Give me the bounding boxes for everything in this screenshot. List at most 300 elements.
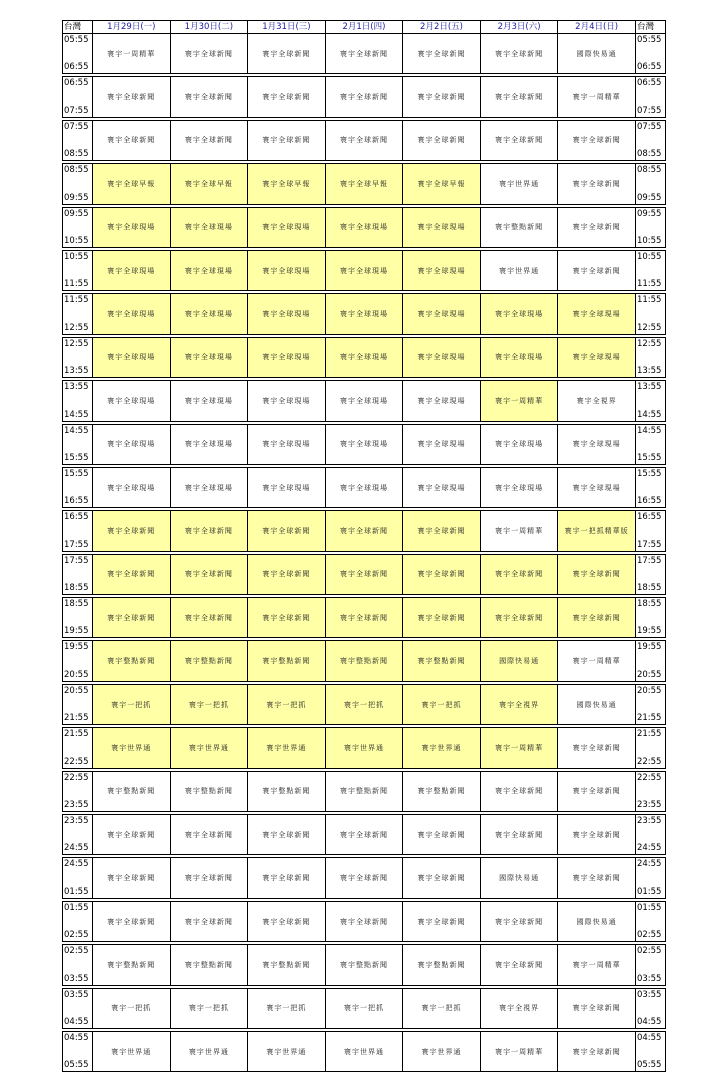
time-range (636, 511, 665, 550)
end-time: 16:55 (636, 496, 662, 507)
schedule-body (63, 34, 666, 1072)
program-cell: 寰宇全球新聞 (248, 598, 326, 638)
program-cell: 寰宇全球早報 (403, 164, 481, 204)
program-cell: 寰宇全球早報 (248, 164, 326, 204)
start-time: 17:55 (636, 555, 662, 566)
time-range (63, 772, 92, 811)
program-cell: 寰宇全球現場 (93, 207, 171, 247)
program-cell: 寰宇全球新聞 (403, 77, 481, 117)
time-cell-left (63, 858, 93, 898)
end-time: 16:55 (64, 496, 89, 507)
program-cell: 寰宇全球新聞 (93, 901, 171, 941)
end-time: 12:55 (636, 322, 662, 333)
start-time: 19:55 (64, 642, 89, 653)
program-cell: 寰宇一把抓 (170, 684, 248, 724)
time-range (636, 77, 665, 116)
time-cell-left (63, 988, 93, 1028)
time-range (636, 425, 665, 464)
time-range (63, 164, 92, 203)
start-time: 23:55 (636, 816, 662, 827)
time-range (636, 598, 665, 637)
program-cell: 寰宇一周精華 (480, 1031, 558, 1071)
program-cell: 寰宇全球現場 (325, 207, 403, 247)
time-range (63, 1032, 92, 1071)
program-cell: 寰宇全視界 (480, 684, 558, 724)
program-cell: 寰宇一周精華 (558, 641, 636, 681)
program-cell: 寰宇全球現場 (248, 467, 326, 507)
program-cell: 寰宇全球現場 (93, 337, 171, 377)
end-time: 15:55 (64, 452, 89, 463)
time-cell-left (63, 554, 93, 594)
end-time: 15:55 (636, 452, 662, 463)
schedule-row (63, 381, 666, 421)
program-cell: 寰宇全球新聞 (170, 77, 248, 117)
time-range (63, 641, 92, 680)
time-cell-left (63, 250, 93, 290)
start-time: 20:55 (64, 685, 89, 696)
program-cell: 寰宇一把抓 (93, 988, 171, 1028)
program-cell: 寰宇全球新聞 (248, 120, 326, 160)
end-time: 23:55 (636, 800, 662, 811)
end-time: 21:55 (64, 713, 89, 724)
start-time: 16:55 (636, 512, 662, 523)
end-time: 05:55 (64, 1060, 89, 1071)
end-time: 13:55 (64, 366, 89, 377)
program-cell: 寰宇全球新聞 (325, 815, 403, 855)
time-range (63, 251, 92, 290)
time-range (636, 728, 665, 767)
end-time: 07:55 (636, 105, 662, 116)
program-cell: 寰宇全球新聞 (93, 815, 171, 855)
program-cell: 寰宇全球新聞 (480, 771, 558, 811)
program-cell: 寰宇全球現場 (558, 294, 636, 334)
start-time: 09:55 (636, 208, 662, 219)
program-cell: 寰宇整點新聞 (93, 945, 171, 985)
program-cell: 寰宇全球現場 (480, 424, 558, 464)
program-cell: 寰宇全球現場 (403, 424, 481, 464)
program-cell: 寰宇全球新聞 (325, 554, 403, 594)
start-time: 12:55 (636, 338, 662, 349)
end-time: 08:55 (64, 149, 89, 160)
program-cell: 寰宇全球新聞 (480, 598, 558, 638)
start-time: 17:55 (64, 555, 89, 566)
schedule-row (63, 684, 666, 724)
program-cell: 寰宇全球新聞 (558, 207, 636, 247)
program-cell: 寰宇一把抓 (93, 684, 171, 724)
time-cell-right (635, 945, 665, 985)
program-cell: 寰宇全球新聞 (248, 858, 326, 898)
program-cell: 寰宇全視界 (558, 381, 636, 421)
program-cell: 寰宇全球新聞 (325, 34, 403, 74)
program-cell: 寰宇世界通 (248, 1031, 326, 1071)
schedule-row (63, 511, 666, 551)
time-cell-left (63, 901, 93, 941)
program-cell: 寰宇全球現場 (170, 250, 248, 290)
time-cell-right (635, 598, 665, 638)
start-time: 06:55 (636, 78, 662, 89)
schedule-row (63, 337, 666, 377)
start-time: 21:55 (64, 729, 89, 740)
time-cell-right (635, 250, 665, 290)
time-range (63, 34, 92, 73)
program-cell: 寰宇全球新聞 (170, 511, 248, 551)
schedule-row (63, 945, 666, 985)
start-time: 11:55 (636, 295, 662, 306)
schedule-row (63, 641, 666, 681)
schedule-row (63, 164, 666, 204)
program-cell: 寰宇全球現場 (325, 337, 403, 377)
time-cell-left (63, 641, 93, 681)
time-cell-right (635, 77, 665, 117)
program-cell: 寰宇世界通 (480, 250, 558, 290)
program-cell: 寰宇全球現場 (558, 424, 636, 464)
program-cell: 寰宇世界通 (93, 728, 171, 768)
program-cell: 寰宇全球現場 (93, 424, 171, 464)
end-time: 10:55 (64, 235, 89, 246)
time-range (636, 121, 665, 160)
start-time: 14:55 (636, 425, 662, 436)
time-cell-right (635, 684, 665, 724)
program-cell: 寰宇全球現場 (93, 381, 171, 421)
program-cell: 寰宇一周精華 (480, 728, 558, 768)
start-time: 10:55 (64, 251, 89, 262)
program-cell: 寰宇世界通 (403, 1031, 481, 1071)
time-range (636, 208, 665, 247)
time-range (63, 989, 92, 1028)
start-time: 07:55 (636, 121, 662, 132)
end-time: 18:55 (636, 583, 662, 594)
program-cell: 寰宇全球新聞 (480, 120, 558, 160)
start-time: 04:55 (636, 1032, 662, 1043)
time-range (636, 34, 665, 73)
program-cell: 寰宇全球新聞 (558, 598, 636, 638)
start-time: 02:55 (64, 946, 89, 957)
program-cell: 寰宇全球現場 (558, 467, 636, 507)
corner-right-label: 台灣 (635, 21, 665, 34)
end-time: 09:55 (64, 192, 89, 203)
end-time: 06:55 (64, 62, 89, 73)
start-time: 08:55 (64, 165, 89, 176)
schedule-row (63, 815, 666, 855)
program-cell: 寰宇全球現場 (248, 424, 326, 464)
program-cell: 寰宇全球新聞 (558, 250, 636, 290)
program-cell: 寰宇一周精華 (480, 511, 558, 551)
program-cell: 寰宇全球新聞 (558, 771, 636, 811)
time-cell-right (635, 511, 665, 551)
time-cell-right (635, 1031, 665, 1071)
program-cell: 寰宇全球新聞 (480, 945, 558, 985)
start-time: 07:55 (64, 121, 89, 132)
end-time: 19:55 (636, 626, 662, 637)
end-time: 24:55 (636, 843, 662, 854)
time-range (636, 902, 665, 941)
program-cell: 寰宇全球新聞 (93, 858, 171, 898)
time-range (636, 555, 665, 594)
schedule-row (63, 467, 666, 507)
program-cell: 寰宇全球現場 (248, 207, 326, 247)
program-cell: 寰宇整點新聞 (403, 945, 481, 985)
program-cell: 寰宇全球新聞 (248, 901, 326, 941)
time-range (636, 772, 665, 811)
program-cell: 寰宇全球現場 (403, 294, 481, 334)
time-range (63, 338, 92, 377)
day-header: 2月2日(五) (403, 21, 481, 34)
time-cell-right (635, 381, 665, 421)
program-cell: 寰宇全球新聞 (480, 815, 558, 855)
program-cell: 寰宇全球新聞 (325, 511, 403, 551)
time-range (63, 381, 92, 420)
end-time: 11:55 (64, 279, 89, 290)
program-cell: 寰宇全球現場 (480, 467, 558, 507)
program-cell: 寰宇全球新聞 (248, 77, 326, 117)
program-cell: 寰宇一把抓 (325, 684, 403, 724)
time-range (636, 641, 665, 680)
program-cell: 寰宇一把抓 (403, 684, 481, 724)
time-range (63, 555, 92, 594)
schedule-row (63, 858, 666, 898)
time-range (63, 294, 92, 333)
program-cell: 寰宇一把抓精華版 (558, 511, 636, 551)
time-range (63, 858, 92, 897)
time-range (63, 598, 92, 637)
program-cell: 寰宇全球現場 (480, 337, 558, 377)
program-cell: 寰宇全球新聞 (558, 164, 636, 204)
program-cell: 寰宇全球新聞 (170, 34, 248, 74)
program-cell: 寰宇全視界 (480, 988, 558, 1028)
end-time: 14:55 (64, 409, 89, 420)
program-cell: 國際快易通 (558, 34, 636, 74)
program-cell: 寰宇整點新聞 (325, 771, 403, 811)
time-range (63, 425, 92, 464)
day-header: 2月1日(四) (325, 21, 403, 34)
time-range (636, 251, 665, 290)
program-cell: 寰宇全球新聞 (480, 77, 558, 117)
time-cell-right (635, 901, 665, 941)
time-range (636, 381, 665, 420)
program-cell: 寰宇全球現場 (325, 294, 403, 334)
start-time: 20:55 (636, 685, 662, 696)
end-time: 22:55 (64, 756, 89, 767)
end-time: 18:55 (64, 583, 89, 594)
end-time: 03:55 (636, 973, 662, 984)
time-cell-left (63, 424, 93, 464)
schedule-row (63, 34, 666, 74)
program-cell: 寰宇全球新聞 (170, 120, 248, 160)
start-time: 08:55 (636, 165, 662, 176)
program-cell: 寰宇全球新聞 (403, 34, 481, 74)
end-time: 21:55 (636, 713, 662, 724)
end-time: 07:55 (64, 105, 89, 116)
start-time: 06:55 (64, 78, 89, 89)
end-time: 17:55 (636, 539, 662, 550)
end-time: 01:55 (64, 886, 89, 897)
schedule-row (63, 207, 666, 247)
end-time: 19:55 (64, 626, 89, 637)
start-time: 11:55 (64, 295, 89, 306)
program-cell: 寰宇整點新聞 (170, 945, 248, 985)
program-cell: 寰宇全球現場 (403, 467, 481, 507)
program-cell: 寰宇全球新聞 (248, 34, 326, 74)
program-cell: 寰宇全球現場 (170, 337, 248, 377)
start-time: 24:55 (64, 859, 89, 870)
program-cell: 寰宇全球現場 (325, 381, 403, 421)
start-time: 24:55 (636, 859, 662, 870)
program-cell: 寰宇全球新聞 (170, 901, 248, 941)
program-cell: 寰宇全球新聞 (325, 120, 403, 160)
time-range (636, 945, 665, 984)
start-time: 15:55 (64, 468, 89, 479)
time-cell-left (63, 467, 93, 507)
program-cell: 寰宇整點新聞 (325, 641, 403, 681)
program-cell: 寰宇世界通 (170, 1031, 248, 1071)
start-time: 16:55 (64, 512, 89, 523)
program-cell: 寰宇全球新聞 (170, 858, 248, 898)
end-time: 23:55 (64, 800, 89, 811)
program-cell: 寰宇全球新聞 (93, 511, 171, 551)
time-cell-right (635, 120, 665, 160)
program-cell: 寰宇全球新聞 (93, 77, 171, 117)
program-cell: 寰宇整點新聞 (325, 945, 403, 985)
program-cell: 寰宇整點新聞 (170, 641, 248, 681)
program-cell: 寰宇一把抓 (248, 988, 326, 1028)
program-cell: 寰宇全球現場 (480, 294, 558, 334)
start-time: 03:55 (64, 989, 89, 1000)
program-cell: 寰宇一周精華 (558, 945, 636, 985)
program-cell: 寰宇整點新聞 (403, 771, 481, 811)
time-cell-right (635, 337, 665, 377)
program-cell: 寰宇全球現場 (170, 381, 248, 421)
time-range (63, 208, 92, 247)
start-time: 22:55 (64, 772, 89, 783)
program-cell: 寰宇整點新聞 (93, 771, 171, 811)
time-cell-left (63, 511, 93, 551)
program-cell: 寰宇全球新聞 (558, 120, 636, 160)
schedule-row (63, 771, 666, 811)
program-cell: 寰宇全球新聞 (248, 511, 326, 551)
program-cell: 寰宇全球新聞 (403, 120, 481, 160)
start-time: 10:55 (636, 251, 662, 262)
program-cell: 寰宇全球新聞 (325, 901, 403, 941)
start-time: 19:55 (636, 642, 662, 653)
time-range (63, 511, 92, 550)
program-cell: 寰宇全球現場 (248, 250, 326, 290)
program-cell: 寰宇全球現場 (170, 207, 248, 247)
schedule-row (63, 77, 666, 117)
end-time: 08:55 (636, 149, 662, 160)
end-time: 13:55 (636, 366, 662, 377)
time-cell-left (63, 164, 93, 204)
program-cell: 寰宇全球新聞 (248, 554, 326, 594)
end-time: 24:55 (64, 843, 89, 854)
end-time: 14:55 (636, 409, 662, 420)
time-cell-left (63, 945, 93, 985)
schedule-row (63, 988, 666, 1028)
program-cell: 寰宇全球現場 (403, 337, 481, 377)
schedule-row (63, 598, 666, 638)
time-cell-right (635, 164, 665, 204)
program-cell: 國際快易通 (480, 858, 558, 898)
program-cell: 寰宇整點新聞 (248, 641, 326, 681)
program-cell: 寰宇一周精華 (93, 34, 171, 74)
time-range (636, 468, 665, 507)
program-cell: 寰宇全球新聞 (170, 554, 248, 594)
program-cell: 寰宇全球現場 (325, 467, 403, 507)
end-time: 20:55 (64, 669, 89, 680)
program-cell: 國際快易通 (558, 684, 636, 724)
start-time: 01:55 (636, 902, 662, 913)
program-cell: 寰宇全球現場 (248, 337, 326, 377)
time-cell-left (63, 815, 93, 855)
program-cell: 寰宇世界通 (403, 728, 481, 768)
time-cell-left (63, 684, 93, 724)
start-time: 05:55 (64, 35, 89, 45)
time-cell-right (635, 988, 665, 1028)
time-cell-right (635, 207, 665, 247)
time-cell-right (635, 34, 665, 74)
end-time: 04:55 (636, 1016, 662, 1027)
program-cell: 寰宇全球早報 (325, 164, 403, 204)
time-cell-left (63, 34, 93, 74)
end-time: 02:55 (64, 930, 89, 941)
end-time: 06:55 (636, 62, 662, 73)
program-cell: 寰宇全球新聞 (558, 858, 636, 898)
start-time: 15:55 (636, 468, 662, 479)
program-cell: 寰宇整點新聞 (170, 771, 248, 811)
time-range (63, 77, 92, 116)
program-cell: 寰宇全球現場 (248, 294, 326, 334)
program-cell: 寰宇一把抓 (248, 684, 326, 724)
program-cell: 寰宇全球早報 (170, 164, 248, 204)
start-time: 05:55 (636, 35, 662, 45)
start-time: 14:55 (64, 425, 89, 436)
time-cell-right (635, 728, 665, 768)
program-cell: 寰宇整點新聞 (248, 945, 326, 985)
program-cell: 寰宇整點新聞 (480, 207, 558, 247)
day-header: 1月31日(三) (248, 21, 326, 34)
program-cell: 寰宇世界通 (170, 728, 248, 768)
program-cell: 寰宇全球新聞 (248, 815, 326, 855)
end-time: 20:55 (636, 669, 662, 680)
program-cell: 寰宇全球早報 (93, 164, 171, 204)
end-time: 17:55 (64, 539, 89, 550)
program-cell: 寰宇全球新聞 (403, 858, 481, 898)
time-cell-right (635, 554, 665, 594)
program-cell: 寰宇全球現場 (93, 294, 171, 334)
program-cell: 寰宇全球新聞 (93, 554, 171, 594)
start-time: 21:55 (636, 729, 662, 740)
start-time: 13:55 (64, 382, 89, 393)
end-time: 12:55 (64, 322, 89, 333)
program-cell: 寰宇全球現場 (325, 250, 403, 290)
program-cell: 寰宇世界通 (325, 728, 403, 768)
time-cell-right (635, 771, 665, 811)
time-cell-right (635, 424, 665, 464)
time-cell-right (635, 641, 665, 681)
start-time: 23:55 (64, 816, 89, 827)
time-range (63, 945, 92, 984)
time-cell-left (63, 120, 93, 160)
time-range (636, 815, 665, 854)
time-cell-left (63, 77, 93, 117)
program-cell: 寰宇全球新聞 (93, 120, 171, 160)
program-cell: 寰宇一把抓 (325, 988, 403, 1028)
time-cell-left (63, 207, 93, 247)
program-cell: 寰宇世界通 (325, 1031, 403, 1071)
program-cell: 國際快易通 (480, 641, 558, 681)
end-time: 05:55 (636, 1060, 662, 1071)
day-header: 1月29日(一) (93, 21, 171, 34)
program-cell: 寰宇全球新聞 (403, 598, 481, 638)
